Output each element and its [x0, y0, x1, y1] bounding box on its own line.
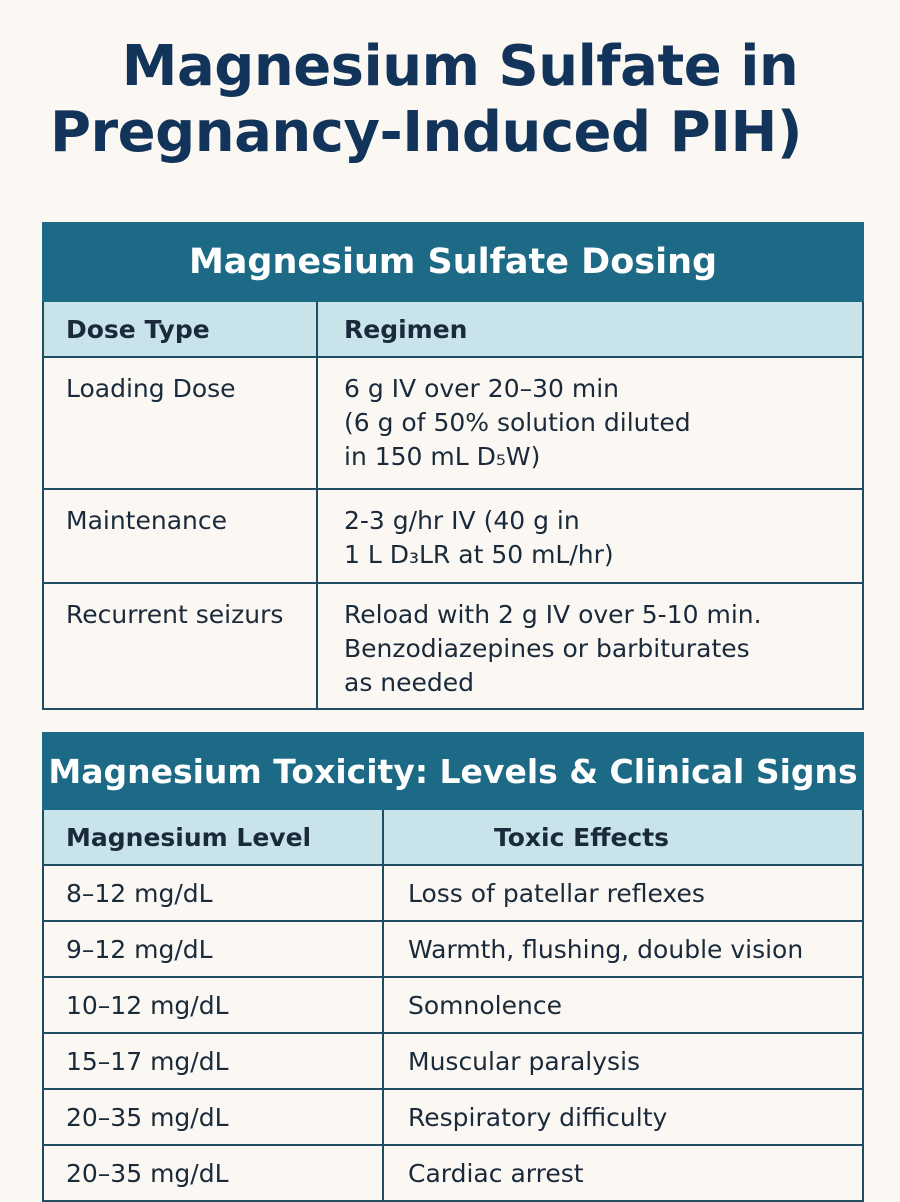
effect-cell: Loss of patellar reflexes [383, 865, 863, 921]
dose-type-cell: Recurrent seizurs [43, 583, 317, 709]
page-title-line-1: Magnesium Sulfate in [121, 34, 799, 99]
table-row [43, 1145, 863, 1201]
regimen-cell [317, 489, 863, 583]
dose-type-cell: Maintenance [43, 489, 317, 583]
dosing-table-title: Magnesium Sulfate Dosing [43, 223, 863, 301]
regimen-line: (6 g of 50% solution diluted [344, 408, 691, 437]
dosing-table [42, 222, 864, 710]
toxicity-table [42, 732, 864, 1202]
effect-cell: Cardiac arrest [383, 1145, 863, 1201]
page-title [50, 34, 870, 166]
table-row [43, 1089, 863, 1145]
level-cell: 20–35 mg/dL [43, 1089, 383, 1145]
regimen-line: in 150 mL D₅W) [344, 442, 541, 471]
table-row [43, 489, 863, 583]
table-row [43, 865, 863, 921]
effect-cell: Warmth, flushing, double vision [383, 921, 863, 977]
table-row [43, 583, 863, 709]
table-row [43, 921, 863, 977]
header-toxic-effects: Toxic Effects [383, 809, 863, 865]
page-title-line-2: Pregnancy-Induced PIH) [50, 100, 802, 165]
table-row [43, 357, 863, 489]
level-cell: 15–17 mg/dL [43, 1033, 383, 1089]
table-row [43, 1033, 863, 1089]
regimen-line: as needed [344, 668, 475, 697]
table-row [43, 977, 863, 1033]
regimen-line: 2-3 g/hr IV (40 g in [344, 506, 580, 535]
level-cell: 10–12 mg/dL [43, 977, 383, 1033]
regimen-line: 6 g IV over 20–30 min [344, 374, 619, 403]
level-cell: 9–12 mg/dL [43, 921, 383, 977]
toxicity-table-title: Magnesium Toxicity: Levels & Clinical Signs [43, 733, 863, 809]
regimen-cell [317, 583, 863, 709]
regimen-line: Reload with 2 g IV over 5-10 min. [344, 600, 762, 629]
regimen-line: 1 L D₃LR at 50 mL/hr) [344, 540, 614, 569]
effect-cell: Respiratory difficulty [383, 1089, 863, 1145]
effect-cell: Muscular paralysis [383, 1033, 863, 1089]
level-cell: 20–35 mg/dL [43, 1145, 383, 1201]
header-magnesium-level: Magnesium Level [43, 809, 383, 865]
header-regimen: Regimen [317, 301, 863, 357]
dose-type-cell: Loading Dose [43, 357, 317, 489]
regimen-cell [317, 357, 863, 489]
effect-cell: Somnolence [383, 977, 863, 1033]
regimen-line: Benzodiazepines or barbiturates [344, 634, 750, 663]
header-dose-type: Dose Type [43, 301, 317, 357]
level-cell: 8–12 mg/dL [43, 865, 383, 921]
